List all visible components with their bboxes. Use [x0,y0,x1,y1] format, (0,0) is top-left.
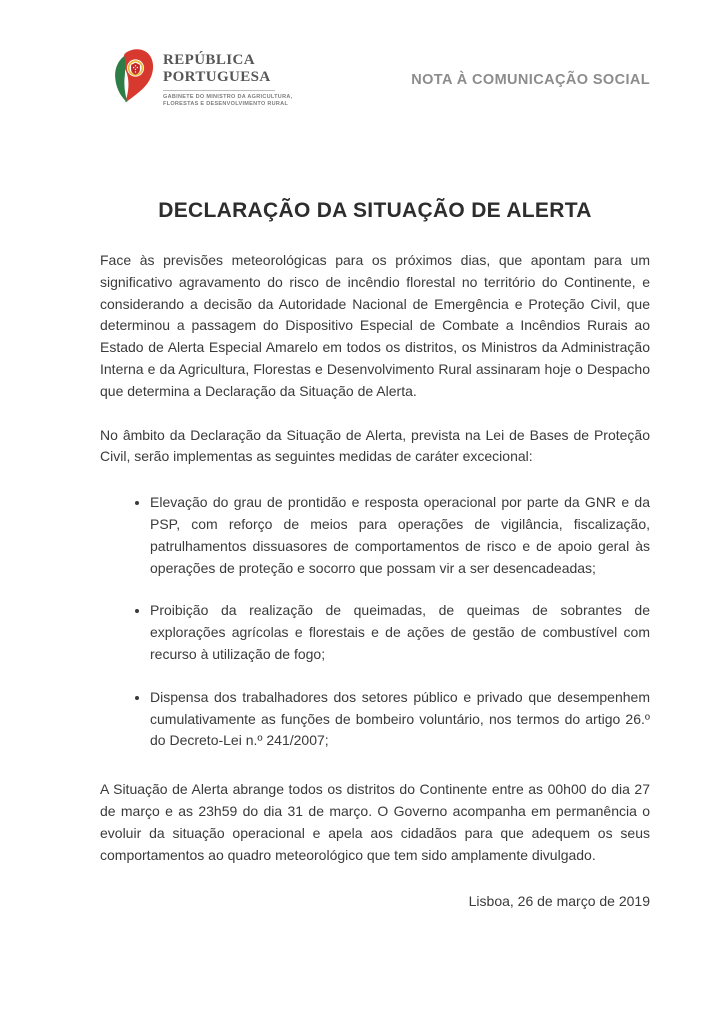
measure-item-gnr-psp: • Elevação do grau de prontidão e resposta operacional por parte da GNR e da PSP, com reforço de meios para operações de vigilância, fiscalização, patrulhamentos dissuasores de comportamentos de risco e de apoio geral às operações de proteção e socorro que possam vir a ser desencadeadas; [150,492,650,579]
dateline: Lisboa, 26 de março de 2019 [468,893,650,910]
logo-office-line1: GABINETE DO MINISTRO DA AGRICULTURA, [163,94,293,100]
document-header [100,48,650,108]
logo-org-line1: REPÚBLICA [163,52,255,68]
logo-text-block [163,48,292,108]
measure-item-queimadas: • Proibição da realização de queimadas, de queimas de sobrantes de explorações agrícolas e florestais e de ações de gestão de combustível com recurso à utilização de fogo; [150,600,650,665]
logo-office-name [163,94,292,108]
document-title: DECLARAÇÃO DA SITUAÇÃO DE ALERTA [158,199,592,222]
measure-item-bombeiros: • Dispensa dos trabalhadores dos setores público e privado que desempenhem cumulativamente as funções de bombeiro voluntário, nos termos do artigo 26.º do Decreto-Lei n.º 241/2007; [150,687,650,752]
intro-paragraph: Face às previsões meteorológicas para os próximos dias, que apontam para um significativo agravamento do risco de incêndio florestal no território do Continente, e considerando a decisão da Autoridade Nacional de Emergência e Proteção Civil, que determinou a passagem do Dispositivo Especial de Combate a Incêndios Rurais ao Estado de Alerta Especial Amarelo em todos os distritos, os Ministros da Administração Interna e da Agricultura, Florestas e Desenvolvimento Rural assinaram hoje o Despacho que determina a Declaração da Situação de Alerta. [100,252,650,399]
doc-type-label: NOTA À COMUNICAÇÃO SOCIAL [411,72,650,88]
logo-divider [163,90,275,91]
logo-org-line2: PORTUGUESA [163,69,271,85]
measures-list [100,492,650,752]
republica-portuguesa-logo [112,48,292,108]
scope-paragraph: No âmbito da Declaração da Situação de Alerta, prevista na Lei de Bases de Proteção Civil, serão implementas as seguintes medidas de caráter excecional: [100,426,650,465]
portugal-emblem-icon [112,48,154,104]
logo-office-line2: FLORESTAS E DESENVOLVIMENTO RURAL [163,101,289,107]
logo-org-name [163,52,292,86]
closing-paragraph: A Situação de Alerta abrange todos os distritos do Continente entre as 00h00 do dia 27 de março e as 23h59 do dia 31 de março. O Governo acompanha em permanência o evoluir da situação operacional e apela aos cidadãos para que adequem os seus comportamentos ao quadro meteorológico que tem sido amplamente divulgado. [100,781,650,863]
